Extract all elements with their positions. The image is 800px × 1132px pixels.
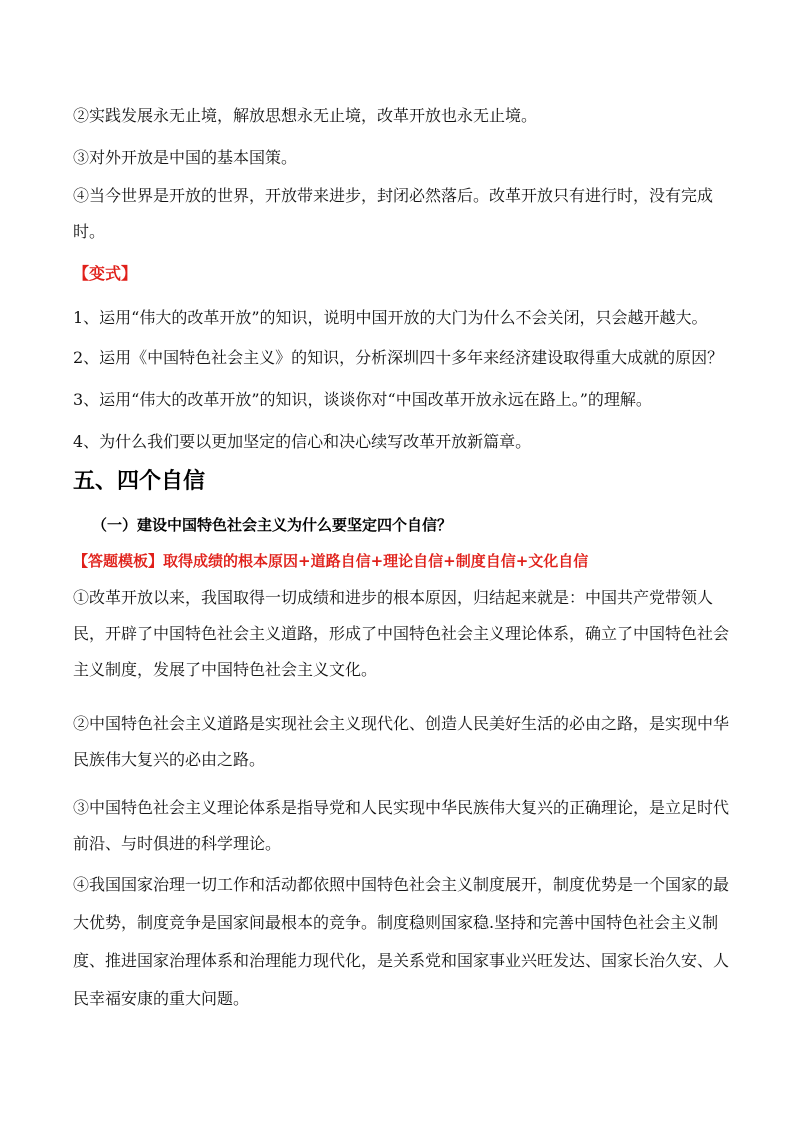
answer-3: ③中国特色社会主义理论体系是指导党和人民实现中华民族伟大复兴的正确理论，是立足时代前沿、与时俱进的科学理论。 [73,798,730,853]
intro-point-4: ④当今世界是开放的世界，开放带来进步，封闭必然落后。改革开放只有进行时，没有完成时。 [73,186,714,241]
answer-4: ④我国国家治理一切工作和活动都依照中国特色社会主义制度展开，制度优势是一个国家的最大优势，制度竞争是国家间最根本的竞争。制度稳则国家稳.坚持和完善中国特色社会主义制度、推进国家治理体系和治理能力现代化，是关系党和国家事业兴旺发达、国家长治久安、人民幸福安康的重大问题。 [73,875,730,1008]
template-text: 取得成绩的根本原因+道路自信+理论自信+制度自信+文化自信 [163,552,589,570]
answer-template [73,551,588,571]
intro-point-3: ③对外开放是中国的基本国策。 [73,148,298,167]
intro-point-2: ②实践发展永无止境，解放思想永无止境，改革开放也永无止境。 [73,106,538,125]
variant-question-4: 4、为什么我们要以更加坚定的信心和决心续写改革开放新篇章。 [73,432,532,451]
answer-2: ②中国特色社会主义道路是实现社会主义现代化、创造人民美好生活的必由之路，是实现中华民族伟大复兴的必由之路。 [73,714,730,769]
template-label: 【答题模板】 [73,552,164,570]
answer-1: ①改革开放以来，我国取得一切成绩和进步的根本原因，归结起来就是：中国共产党带领人民，开辟了中国特色社会主义道路，形成了中国特色社会主义理论体系，确立了中国特色社会主义制度，发展了中国特色社会主义文化。 [73,588,730,679]
variant-question-2: 2、运用《中国特色社会主义》的知识，分析深圳四十多年来经济建设取得重大成就的原因？ [73,348,724,367]
variant-question-3: 3、运用“伟大的改革开放”的知识，谈谈你对“中国改革开放永远在路上。”的理解。 [73,390,652,409]
variant-label: 【变式】 [73,264,138,283]
section-subtitle: （一）建设中国特色社会主义为什么要坚定四个自信？ [92,516,453,534]
variant-question-1: 1、运用“伟大的改革开放”的知识，说明中国开放的大门为什么不会关闭，只会越开越大。 [73,308,708,327]
section-title: 五、四个自信 [73,469,206,494]
